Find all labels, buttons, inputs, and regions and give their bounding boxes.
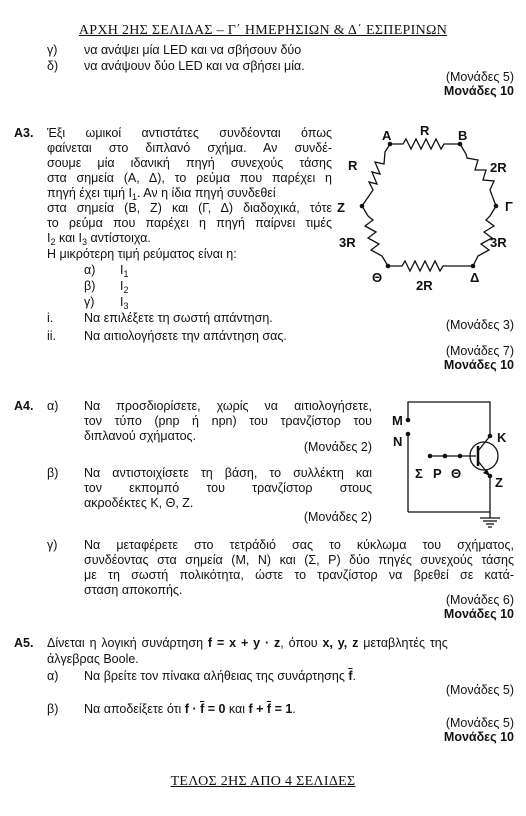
transistor-circuit-figure	[385, 392, 515, 532]
a3-option-g: $I_3$	[120, 295, 129, 311]
terminal-th-label: Θ	[451, 466, 462, 481]
a4-b-line-3: ακροδέκτες Κ, Θ, Ζ.	[84, 496, 194, 510]
marks: (Μονάδες 5)	[445, 70, 514, 84]
node-g-label: Γ	[505, 199, 513, 214]
a3-line-2: φαίνεται στο διπλανό σχήμα. Αν συνδέ-	[47, 141, 332, 155]
item-text-d: να ανάψουν δύο LED και να σβήσει μία.	[84, 59, 305, 73]
a4-g-label: γ)	[47, 538, 58, 552]
node-d-label: Δ	[470, 270, 480, 285]
a4-b-label: β)	[47, 466, 59, 480]
a3-line-1: Έξι ωμικοί αντιστάτες συνδέονται όπως	[47, 126, 332, 140]
resistor-upper-right-label: 2R	[490, 160, 507, 175]
question-label-a3: Α3.	[14, 126, 34, 140]
a3-option-a: $I_1$	[120, 263, 129, 279]
a5-a-label: α)	[47, 669, 59, 683]
a5-b-label: β)	[47, 702, 59, 716]
a3-line-4: στα σημεία (Α, Δ), το ρεύμα που παρέχει η	[47, 171, 332, 185]
a3-ii-text: Να αιτιολογήσετε την απάντηση σας.	[84, 329, 287, 343]
a4-b-line-1: Να αντιστοιχίσετε τη βάση, το συλλέκτη και	[84, 466, 372, 480]
a3-marks-total: Μονάδες 10	[443, 358, 514, 372]
resistor-lower-left-label: 3R	[339, 235, 356, 250]
a5-a-text: Να βρείτε τον πίνακα αλήθειας της συνάρτησης $\overline{f}$.	[84, 669, 356, 683]
a3-i-label: i.	[47, 311, 54, 325]
item-text-g: να ανάψει μία LED και να σβήσουν δύο	[84, 43, 302, 57]
a5-intro-line-1: Δίνεται η λογική συνάρτηση f = x + y · z, όπου x, y, z μεταβλητές της	[47, 636, 448, 650]
a3-option-a-label: α)	[84, 263, 96, 277]
resistor-bottom-label: 2R	[416, 278, 433, 293]
item-label-g: γ)	[47, 43, 58, 57]
a4-b-line-2: τον εκπομπό του τρανζίστορ στους	[84, 481, 372, 495]
resistor-hexagon-figure	[334, 118, 524, 298]
terminal-s-label: Σ	[415, 466, 423, 481]
node-a-label: Α	[382, 128, 392, 143]
resistor-upper-left-label: R	[348, 158, 358, 173]
a5-marks-total: Μονάδες 10	[443, 730, 514, 744]
a4-g-line-2: συνδέοντας στα σημεία (Μ, Ν) και (Σ, Ρ) δύο πηγές συνεχούς τάσης	[84, 553, 514, 567]
page-header: ΑΡΧΗ 2ΗΣ ΣΕΛΙΔΑΣ – Γ΄ ΗΜΕΡΗΣΙΩΝ & Δ΄ ΕΣΠΕΡΙΝΩΝ	[78, 23, 448, 38]
a4-a-line-1: Να προσδιορίσετε, χωρίς να αιτιολογήσετε,	[84, 399, 372, 413]
terminal-n-label: Ν	[393, 434, 403, 449]
resistor-top-label: R	[420, 123, 430, 138]
item-label-d: δ)	[47, 59, 59, 73]
node-z-label: Ζ	[337, 200, 345, 215]
a3-line-8: $I_2$ και $I_3$ αντίστοιχα.	[47, 231, 151, 247]
a5-intro-line-2: άλγεβρας Boole.	[47, 652, 139, 666]
terminal-m-label: Μ	[392, 413, 403, 428]
a5-b-text: Να αποδείξετε ότι $f \cdot \overline{f} = 0$ και $f + \overline{f} = 1$.	[84, 702, 296, 716]
a4-g-line-3: με τη σωστή πολικότητα, ώστε το τρανζίστορ να βρεθεί σε κατά-	[84, 568, 514, 582]
a4-a-line-2: τον τύπο (pnp ή npn) του τρανζίστορ του	[84, 414, 372, 428]
question-label-a5: Α5.	[14, 636, 34, 650]
marks-total: Μονάδες 10	[443, 84, 514, 98]
terminal-r-label: Ρ	[433, 466, 442, 481]
a3-marks-ii: (Μονάδες 7)	[445, 344, 514, 358]
terminal-k-label: Κ	[497, 430, 507, 445]
a3-option-b: $I_2$	[120, 279, 129, 295]
a3-marks-i: (Μονάδες 3)	[445, 318, 514, 332]
page-footer: ΤΕΛΟΣ 2ΗΣ ΑΠΟ 4 ΣΕΛΙΔΕΣ	[170, 774, 356, 789]
a3-ii-label: ii.	[47, 329, 57, 343]
a3-line-6: στα σημεία (Β, Ζ) και (Γ, Δ) διαδοχικά, τότε	[47, 201, 332, 215]
a3-option-b-label: β)	[84, 279, 96, 293]
a3-line-3: σουμε μία ιδανική πηγή συνεχούς τάσης	[47, 156, 332, 170]
resistor-lower-right-label: 3R	[490, 235, 507, 250]
terminal-z-label: Ζ	[495, 475, 503, 490]
question-label-a4: Α4.	[14, 399, 34, 413]
a4-a-marks: (Μονάδες 2)	[303, 440, 372, 454]
a4-g-marks: (Μονάδες 6)	[445, 593, 514, 607]
a5-b-marks: (Μονάδες 5)	[445, 716, 514, 730]
a4-g-line-1: Να μεταφέρετε στο τετράδιό σας το κύκλωμα του σχήματος,	[84, 538, 514, 552]
a3-line-7: το ρεύμα που παρέχει η πηγή παίρνει τιμές	[47, 216, 332, 230]
a4-b-marks: (Μονάδες 2)	[303, 510, 372, 524]
a5-a-marks: (Μονάδες 5)	[445, 683, 514, 697]
a3-line-5: πηγή έχει τιμή $I_1$. Αν η ίδια πηγή συνδεθεί	[47, 186, 276, 202]
a3-i-text: Να επιλέξετε τη σωστή απάντηση.	[84, 311, 273, 325]
node-b-label: Β	[458, 128, 468, 143]
node-th-label: Θ	[372, 270, 383, 285]
a4-marks-total: Μονάδες 10	[443, 607, 514, 621]
a4-g-line-4: σταση αποκοπής.	[84, 583, 183, 597]
a4-a-label: α)	[47, 399, 59, 413]
a3-question: Η μικρότερη τιμή ρεύματος είναι η:	[47, 247, 237, 261]
a3-option-g-label: γ)	[84, 295, 95, 309]
a4-a-line-3: διπλανού σχήματος.	[84, 429, 197, 443]
